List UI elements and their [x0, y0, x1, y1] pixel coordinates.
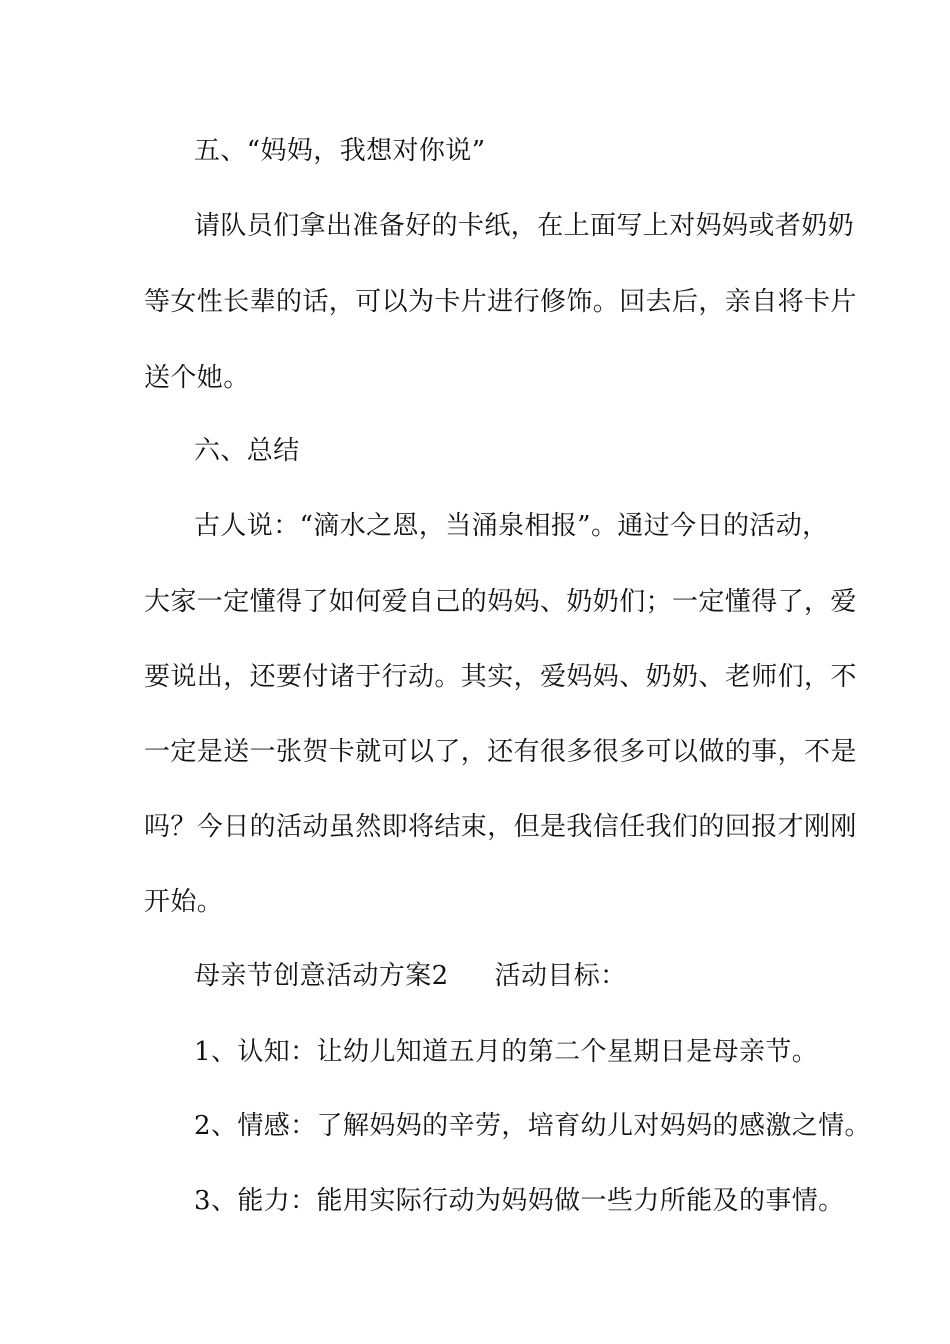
- paragraph-line: 吗？今日的活动虽然即将结束，但是我信任我们的回报才刚刚: [144, 812, 857, 842]
- paragraph-line: 送个她。: [144, 363, 250, 393]
- goal-item: 3、能力：能用实际行动为妈妈做一些力所能及的事情。: [194, 1186, 845, 1216]
- paragraph-line: 一定是送一张贺卡就可以了，还有很多很多可以做的事，不是: [144, 737, 857, 767]
- section-heading: 六、总结: [194, 436, 300, 466]
- section-heading: 五、“妈妈，我想对你说”: [194, 136, 486, 166]
- paragraph-line: 请队员们拿出准备好的卡纸，在上面写上对妈妈或者奶奶: [194, 211, 855, 241]
- goal-item: 1、认知：让幼儿知道五月的第二个星期日是母亲节。: [194, 1037, 819, 1067]
- plan-title: 母亲节创意活动方案2: [194, 961, 449, 991]
- plan-title-line: [194, 960, 627, 992]
- paragraph-line: 要说出，还要付诸于行动。其实，爱妈妈、奶奶、老师们，不: [144, 662, 857, 692]
- paragraph-line: 大家一定懂得了如何爱自己的妈妈、奶奶们；一定懂得了，爱: [144, 587, 857, 617]
- paragraph-line: 古人说：“滴水之恩，当涌泉相报”。通过今日的活动，: [194, 511, 829, 541]
- paragraph-line: 等女性长辈的话，可以为卡片进行修饰。回去后，亲自将卡片: [144, 287, 857, 317]
- paragraph-line: 开始。: [144, 887, 224, 917]
- plan-subtitle: 活动目标：: [494, 961, 627, 991]
- goal-item: 2、情感：了解妈妈的辛劳，培育幼儿对妈妈的感激之情。: [194, 1111, 871, 1141]
